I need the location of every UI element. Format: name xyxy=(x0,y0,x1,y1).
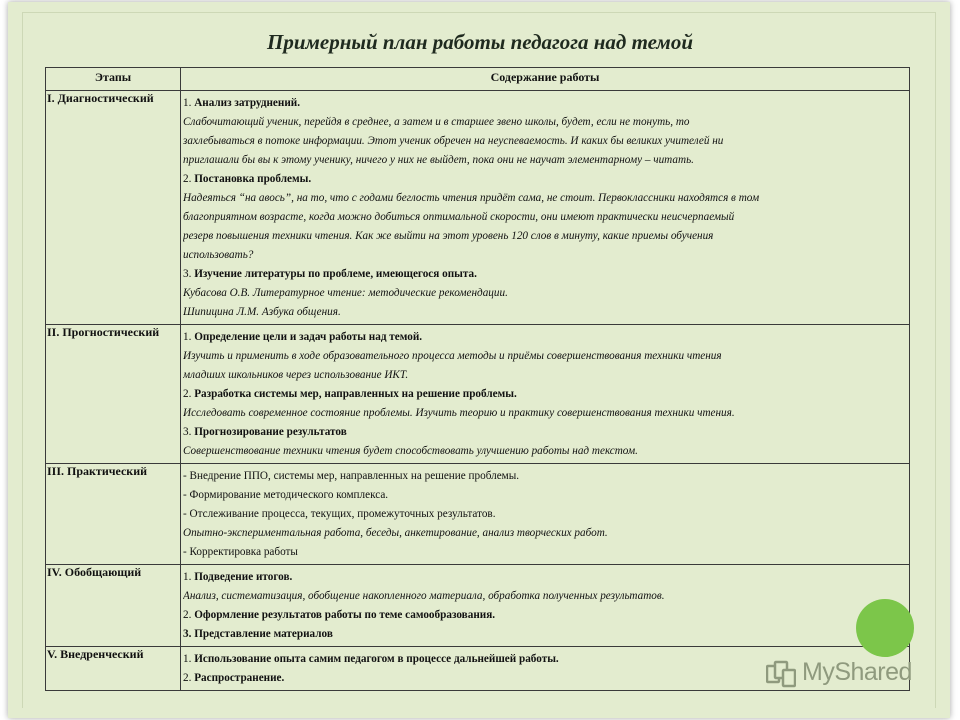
left-divider xyxy=(22,12,23,708)
bold-text: Разработка системы мер, направленных на решение проблемы. xyxy=(194,388,517,400)
content-cell xyxy=(181,91,910,325)
text-segment: младших школьников через использование ИКТ. xyxy=(183,369,409,381)
table-row xyxy=(46,91,910,325)
text-segment: 1. xyxy=(183,653,195,665)
content-line xyxy=(183,625,907,644)
myshared-watermark xyxy=(766,656,926,694)
content-line xyxy=(183,385,907,404)
content-line xyxy=(183,366,907,385)
stage-cell: I. Диагностический xyxy=(46,91,181,325)
text-segment: 2. xyxy=(183,609,195,621)
content-line xyxy=(183,524,907,543)
content-cell xyxy=(181,565,910,647)
table-header-row xyxy=(46,68,910,91)
text-segment: 2. xyxy=(183,388,195,400)
bold-text: Изучение литературы по проблеме, имеющегося опыта. xyxy=(194,268,477,280)
text-segment: - Корректировка работы xyxy=(183,546,298,558)
content-line xyxy=(183,284,907,303)
bold-text: Постановка проблемы. xyxy=(194,173,312,185)
content-line xyxy=(183,170,907,189)
content-line xyxy=(183,328,907,347)
bold-text: Анализ затруднений. xyxy=(194,97,301,109)
content-line xyxy=(183,151,907,170)
bold-text: Определение цели и задач работы над темой. xyxy=(194,331,423,343)
text-segment: 2. xyxy=(183,173,195,185)
top-divider xyxy=(22,12,936,13)
text-segment: использовать? xyxy=(183,249,254,261)
text-segment: резерв повышения техники чтения. Как же выйти на этот уровень 120 слов в минуту, какие приемы обучения xyxy=(183,230,714,242)
content-line xyxy=(183,303,907,322)
bold-text: 3. Представление материалов xyxy=(183,628,333,640)
bold-text: Распространение. xyxy=(194,672,285,684)
bold-text: Подведение итогов. xyxy=(194,571,293,583)
table-row xyxy=(46,325,910,464)
content-cell xyxy=(181,325,910,464)
page-title: Примерный план работы педагога над темой xyxy=(267,30,693,54)
header-content: Содержание работы xyxy=(181,68,910,91)
text-segment: Изучить и применить в ходе образовательного процесса методы и приёмы совершенствования техники чтения xyxy=(183,350,722,362)
content-line xyxy=(183,265,907,284)
bold-text: Использование опыта самим педагогом в процессе дальнейшей работы. xyxy=(194,653,559,665)
text-segment: 3. xyxy=(183,268,195,280)
text-segment: Исследовать современное состояние проблемы. Изучить теорию и практику совершенствования техники чтения. xyxy=(183,407,735,419)
content-line xyxy=(183,347,907,366)
content-line xyxy=(183,208,907,227)
decorative-green-circle xyxy=(856,599,914,657)
text-segment: захлебываться в потоке информации. Этот ученик обречен на неуспеваемость. И каких бы великих учителей ни xyxy=(183,135,724,147)
text-segment: - Формирование методического комплекса. xyxy=(183,489,389,501)
text-segment: Слабочитающий ученик, перейдя в среднее, а затем и в старшее звено школы, будет, если не тонуть, то xyxy=(183,116,690,128)
stage-cell: V. Внедренческий xyxy=(46,647,181,691)
text-segment: 1. xyxy=(183,571,195,583)
text-segment: Кубасова О.В. Литературное чтение: методические рекомендации. xyxy=(183,287,508,299)
table-row xyxy=(46,565,910,647)
myshared-logo-icon xyxy=(766,660,796,688)
text-segment: приглашали бы вы к этому ученику, ничего у них не выйдет, пока они не научат элементарному – читать. xyxy=(183,154,694,166)
content-line xyxy=(183,442,907,461)
content-line xyxy=(183,132,907,151)
text-segment: благоприятном возрасте, когда можно добиться оптимальной скорости, они имеют практически неисчерпаемый xyxy=(183,211,735,223)
content-line xyxy=(183,94,907,113)
text-segment: Опытно-экспериментальная работа, беседы, анкетирование, анализ творческих работ. xyxy=(183,527,608,539)
content-line xyxy=(183,189,907,208)
text-segment: 1. xyxy=(183,331,195,343)
content-line xyxy=(183,113,907,132)
content-cell xyxy=(181,464,910,565)
content-line xyxy=(183,404,907,423)
text-segment: Анализ, систематизация, обобщение накопленного материала, обработка полученных результатов. xyxy=(183,590,665,602)
content-line xyxy=(183,423,907,442)
text-segment: Надеяться “на авось”, на то, что с годами беглость чтения придёт сама, не стоит. Первоклассники находятся в том xyxy=(183,192,760,204)
content-line xyxy=(183,606,907,625)
content-line xyxy=(183,467,907,486)
text-segment: Шипицина Л.М. Азбука общения. xyxy=(183,306,341,318)
text-segment: 3. xyxy=(183,426,195,438)
content-line xyxy=(183,587,907,606)
content-line xyxy=(183,505,907,524)
content-line xyxy=(183,543,907,562)
stage-cell: II. Прогностический xyxy=(46,325,181,464)
text-segment: - Отслеживание процесса, текущих, промежуточных результатов. xyxy=(183,508,496,520)
content-line xyxy=(183,486,907,505)
work-plan-table xyxy=(45,67,910,691)
bold-text: Оформление результатов работы по теме самообразования. xyxy=(194,609,496,621)
content-line xyxy=(183,568,907,587)
stage-cell: III. Практический xyxy=(46,464,181,565)
content-line xyxy=(183,246,907,265)
content-line xyxy=(183,227,907,246)
stage-cell: IV. Обобщающий xyxy=(46,565,181,647)
text-segment: 1. xyxy=(183,97,195,109)
table-body xyxy=(46,91,910,691)
header-stages: Этапы xyxy=(46,68,181,91)
text-segment: - Внедрение ППО, системы мер, направленных на решение проблемы. xyxy=(183,470,520,482)
text-segment: 2. xyxy=(183,672,195,684)
table-row xyxy=(46,464,910,565)
watermark-text: MyShared xyxy=(802,658,912,686)
text-segment: Совершенствование техники чтения будет способствовать улучшению работы над текстом. xyxy=(183,445,638,457)
bold-text: Прогнозирование результатов xyxy=(194,426,347,438)
right-divider xyxy=(935,12,936,708)
